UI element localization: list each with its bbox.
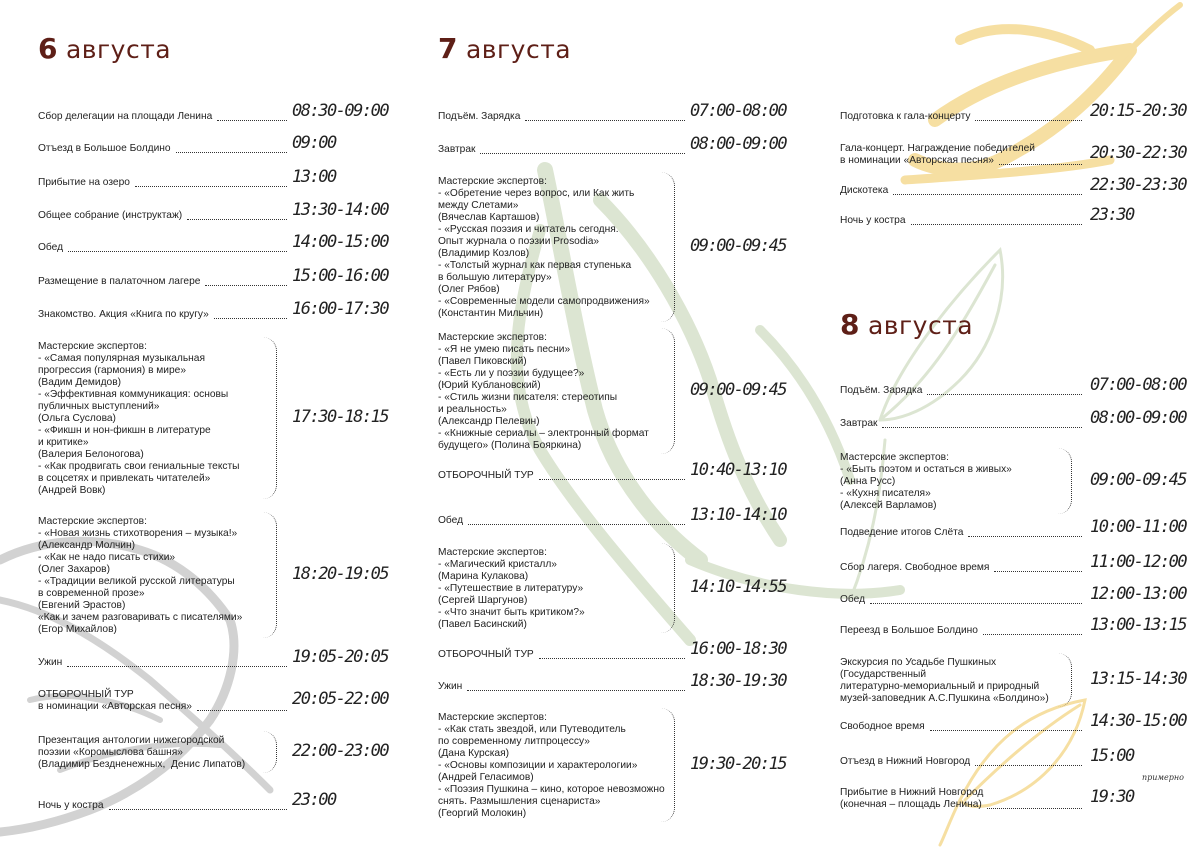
item-label: Прибытие в Нижний Новгород (конечная – площадь Ленина) <box>840 787 984 810</box>
item-time: 09:00-09:45 <box>690 236 787 256</box>
day-title-8 <box>840 308 973 341</box>
item-label: Отъезд в Большое Болдино <box>38 143 171 154</box>
bracket-dots <box>1057 653 1072 707</box>
leader-dots <box>930 730 1082 731</box>
bracket-dots <box>660 172 675 322</box>
item-label: Переезд в Большое Болдино <box>840 625 978 636</box>
yellow-leaf-bottom <box>940 700 1085 845</box>
leader-dots <box>539 658 685 659</box>
leader-dots <box>999 164 1082 165</box>
item-label: Подъём. Зарядка <box>438 111 521 122</box>
item-label: Экскурсия по Усадьбе Пушкиных (Государственный литературно-мемориальный и природный музей-заповедник А.С.Пушкина «Болдино») <box>840 657 1049 704</box>
item-time: 18:20-19:05 <box>292 564 389 584</box>
item-label: Свободное время <box>840 721 925 732</box>
item-time: 08:00-09:00 <box>690 134 787 154</box>
item-time: 09:00 <box>292 133 336 153</box>
leader-dots <box>882 427 1082 428</box>
item-time: 19:05-20:05 <box>292 647 389 667</box>
item-time: 09:00-09:45 <box>690 380 787 400</box>
leader-dots <box>975 120 1082 121</box>
item-label: Завтрак <box>438 144 476 155</box>
leader-dots <box>205 285 287 286</box>
item-label: Обед <box>840 594 866 605</box>
leader-dots <box>525 120 685 121</box>
item-label: Мастерские экспертов: - «Самая популярная музыкальная прогрессия (гармония) в мире» (Вадим Демидов) - «Эффективная коммуникация: основы публичных выступлений» (Ольга Суслова) - «Фикшн и нон-фикшн в литературе и критике» (Валерия Белоногова) - «Как продвигать свои гениальные тексты в соцсетях и привлекать читателей» (Андрей Вовк) <box>38 341 240 496</box>
leader-dots <box>927 394 1082 395</box>
item-time: 12:00-13:00 <box>1090 584 1187 604</box>
item-time: 19:30-20:15 <box>690 754 787 774</box>
item-time: 11:00-12:00 <box>1090 552 1187 572</box>
leader-dots <box>983 634 1082 635</box>
item-time: 14:10-14:55 <box>690 577 787 597</box>
leader-dots <box>214 318 287 319</box>
bracket-dots <box>660 708 675 822</box>
leader-dots <box>67 666 287 667</box>
item-time: 23:00 <box>292 790 336 810</box>
item-label: Завтрак <box>840 418 878 429</box>
item-time: 23:30 <box>1090 205 1134 225</box>
leader-dots <box>968 536 1082 537</box>
item-label: Сбор лагеря. Свободное время <box>840 562 990 573</box>
day-month: августа <box>867 311 974 340</box>
item-label: Мастерские экспертов: - «Как стать звездой, или Путеводитель по современному литпроцессу» (Дана Курская) - «Основы композиции и характерологии» (Андрей Геласимов) - «Поэзия Пушкина – кино, которое невозможно снять. Размышления сценариста» (Георгий Молокин) <box>438 712 665 819</box>
item-label: Дискотека <box>840 185 889 196</box>
leader-dots <box>197 710 287 711</box>
leader-dots <box>176 152 287 153</box>
item-label: Знакомство. Акция «Книга по кругу» <box>38 309 209 320</box>
bracket-dots <box>1057 448 1072 514</box>
leader-dots <box>893 194 1082 195</box>
day-number: 8 <box>840 308 860 341</box>
day-title-7 <box>438 32 571 65</box>
leader-dots <box>468 524 685 525</box>
item-time: 14:00-15:00 <box>292 232 389 252</box>
item-label: Мастерские экспертов: - «Магический кристалл» (Марина Кулакова) - «Путешествие в литературу» (Сергей Шаргунов) - «Что значит быть критиком?» (Павел Басинский) <box>438 547 585 630</box>
day-title-6 <box>38 32 171 65</box>
item-label: Мастерские экспертов: - «Быть поэтом и остаться в живых» (Анна Русс) - «Кухня писателя» (Алексей Варламов) <box>840 452 1012 511</box>
item-time: 08:00-09:00 <box>1090 408 1187 428</box>
item-time: 08:30-09:00 <box>292 101 389 121</box>
item-time: 22:00-23:00 <box>292 741 389 761</box>
item-label: Ночь у костра <box>38 800 104 811</box>
leader-dots <box>480 153 685 154</box>
item-time: 13:10-14:10 <box>690 505 787 525</box>
item-time: 07:00-08:00 <box>690 101 787 121</box>
item-label: Мастерские экспертов: - «Обретение через вопрос, или Как жить между Слетами» (Вячеслав Карташов) - «Русская поэзия и читатель сегодня. Опыт журнала о поэзии Prosodia» (Владимир Козлов) - «Толстый журнал как первая ступенька в большую литературу» (Олег Рябов) - «Современные модели самопродвижения» (Константин Мильчин) <box>438 176 650 319</box>
item-label: Гала-концерт. Награждение победителей в номинации «Авторская песня» <box>840 143 1035 166</box>
leader-dots <box>994 571 1082 572</box>
item-time: 13:15-14:30 <box>1090 669 1187 689</box>
day-month: августа <box>65 35 172 64</box>
item-time: 07:00-08:00 <box>1090 375 1187 395</box>
item-label: Сбор делегации на площади Ленина <box>38 111 213 122</box>
leader-dots <box>467 690 685 691</box>
item-label: ОТБОРОЧНЫЙ ТУР в номинации «Авторская песня» <box>38 689 192 712</box>
item-label: Ужин <box>438 681 463 692</box>
item-label: Обед <box>38 242 64 253</box>
leader-dots <box>109 809 288 810</box>
item-label: Мастерские экспертов: - «Новая жизнь стихотворения – музыка!» (Александр Молчин) - «Как не надо писать стихи» (Олег Захаров) - «Традиции великой русской литературы в современной прозе» (Евгений Эрастов) «Как и зачем разговаривать с писателями» (Егор Михайлов) <box>38 516 243 635</box>
item-label: Прибытие на озеро <box>38 177 130 188</box>
item-label: Презентация антологии нижегородской поэзии «Коромыслова башня» (Владимир Бездненежных, Денис Липатов) <box>38 735 246 770</box>
bracket-dots <box>262 731 277 773</box>
item-label: ОТБОРОЧНЫЙ ТУР <box>438 470 534 481</box>
item-label: Размещение в палаточном лагере <box>38 276 201 287</box>
leader-dots <box>68 251 287 252</box>
item-time: 13:00 <box>292 167 336 187</box>
item-time: 15:00 <box>1090 746 1134 766</box>
day-number: 7 <box>438 32 458 65</box>
item-label: ОТБОРОЧНЫЙ ТУР <box>438 649 534 660</box>
item-time: 13:30-14:00 <box>292 200 389 220</box>
item-time: 22:30-23:30 <box>1090 175 1187 195</box>
item-label: Подведение итогов Слёта <box>840 527 964 538</box>
item-time: 20:15-20:30 <box>1090 101 1187 121</box>
item-time: 10:00-11:00 <box>1090 517 1187 537</box>
item-label: Подъём. Зарядка <box>840 385 923 396</box>
leader-dots <box>975 765 1082 766</box>
item-time: 16:00-17:30 <box>292 299 389 319</box>
item-time: 19:30 <box>1090 787 1134 807</box>
leader-dots <box>135 186 287 187</box>
item-time: 15:00-16:00 <box>292 266 389 286</box>
leader-dots <box>911 224 1083 225</box>
leader-dots <box>187 219 287 220</box>
item-label: Ужин <box>38 657 63 668</box>
bracket-dots <box>660 543 675 633</box>
day-month: августа <box>465 35 572 64</box>
bracket-dots <box>660 328 675 454</box>
bracket-dots <box>262 337 277 499</box>
approx-note: примерно <box>1142 773 1184 782</box>
bracket-dots <box>262 512 277 638</box>
item-label: Мастерские экспертов: - «Я не умею писать песни» (Павел Пиковский) - «Есть ли у поэзии будущее?» (Юрий Кублановский) - «Стиль жизни писателя: стереотипы и реальность» (Александр Пелевин) - «Книжные сериалы – электронный формат будущего» (Полина Бояркина) <box>438 332 649 451</box>
item-label: Обед <box>438 515 464 526</box>
item-label: Ночь у костра <box>840 215 906 226</box>
leader-dots <box>217 120 287 121</box>
leader-dots <box>870 603 1082 604</box>
item-label: Отъезд в Нижний Новгород <box>840 756 971 767</box>
item-time: 09:00-09:45 <box>1090 470 1187 490</box>
item-time: 20:30-22:30 <box>1090 143 1187 163</box>
day-number: 6 <box>38 32 58 65</box>
leader-dots <box>539 479 685 480</box>
item-time: 10:40-13:10 <box>690 460 787 480</box>
item-time: 18:30-19:30 <box>690 671 787 691</box>
item-time: 14:30-15:00 <box>1090 711 1187 731</box>
leader-dots <box>987 808 1082 809</box>
item-time: 16:00-18:30 <box>690 639 787 659</box>
item-label: Подготовка к гала-концерту <box>840 111 971 122</box>
item-time: 13:00-13:15 <box>1090 615 1187 635</box>
item-time: 20:05-22:00 <box>292 689 389 709</box>
item-label: Общее собрание (инструктаж) <box>38 210 183 221</box>
item-time: 17:30-18:15 <box>292 407 389 427</box>
